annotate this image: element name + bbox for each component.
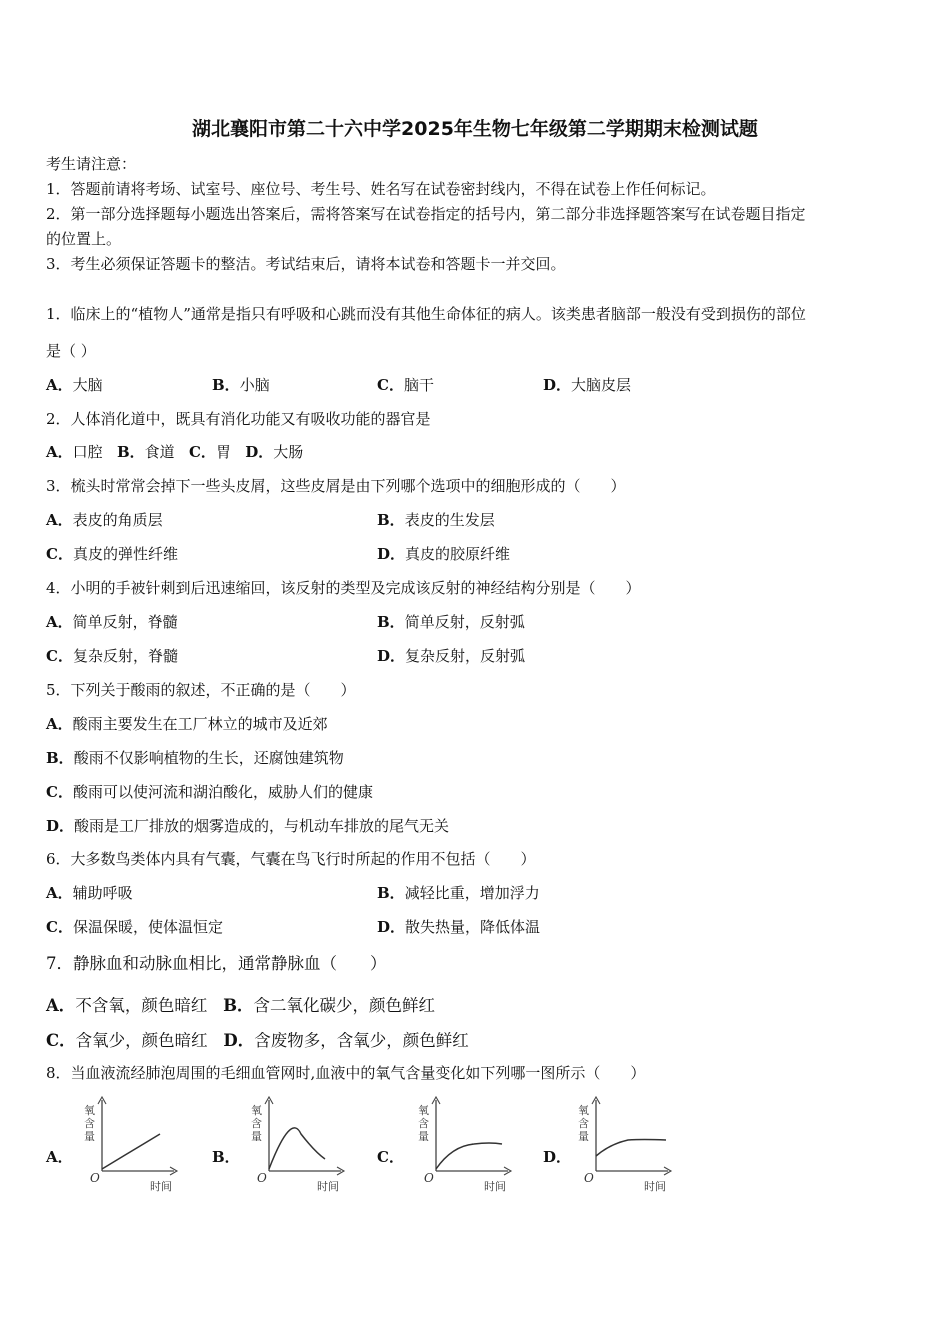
- q2-option-a[interactable]: A．口腔: [46, 443, 103, 461]
- q5-option-d[interactable]: D．酸雨是工厂排放的烟雾造成的，与机动车排放的尾气无关: [46, 817, 450, 835]
- q4-option-d[interactable]: D．复杂反射，反射弧: [377, 647, 526, 665]
- svg-text:氧: 氧: [251, 1104, 262, 1117]
- svg-text:时间: 时间: [644, 1180, 666, 1193]
- notice-item: 2．第一部分选择题每小题选出答案后，需将答案写在试卷指定的括号内，第二部分非选择题答案写在试卷题目指定: [46, 205, 806, 223]
- q3-option-b[interactable]: B．表皮的生发层: [377, 511, 495, 529]
- q4-option-c[interactable]: C．复杂反射，脊髓: [46, 647, 178, 665]
- q2-option-c[interactable]: C．胃: [188, 443, 231, 461]
- notice-header: 考生请注意：: [46, 155, 137, 173]
- svg-text:氧: 氧: [578, 1104, 589, 1117]
- svg-text:含: 含: [84, 1117, 95, 1130]
- q3-option-a[interactable]: A．表皮的角质层: [46, 511, 163, 529]
- q8-graph-a[interactable]: [78, 1094, 188, 1194]
- q4-option-a[interactable]: A．简单反射，脊髓: [46, 613, 178, 631]
- q1-option-d[interactable]: D．大脑皮层: [543, 376, 632, 394]
- q5-option-b[interactable]: B．酸雨不仅影响植物的生长，还腐蚀建筑物: [46, 749, 344, 767]
- q8-stem: 8．当血液流经肺泡周围的毛细血管网时,血液中的氧气含量变化如下列哪一图所示（ ）: [46, 1064, 646, 1082]
- svg-text:氧: 氧: [418, 1104, 429, 1117]
- svg-text:时间: 时间: [484, 1180, 506, 1193]
- q2-stem: 2．人体消化道中，既具有消化功能又有吸收功能的器官是: [46, 410, 431, 428]
- svg-text:时间: 时间: [317, 1180, 339, 1193]
- svg-text:O: O: [424, 1171, 434, 1185]
- q3-option-d[interactable]: D．真皮的胶原纤维: [377, 545, 511, 563]
- q6-option-d[interactable]: D．散失热量，降低体温: [377, 918, 541, 936]
- q8-option-b-label[interactable]: B．: [212, 1148, 240, 1166]
- notice-item: 1．答题前请将考场、试室号、座位号、考生号、姓名写在试卷密封线内，不得在试卷上作任何标记。: [46, 180, 716, 198]
- q7-option-b[interactable]: B．含二氧化碳少，颜色鲜红: [223, 996, 436, 1015]
- q7-option-a[interactable]: A．不含氧，颜色暗红: [46, 996, 208, 1015]
- q5-option-a[interactable]: A．酸雨主要发生在工厂林立的城市及近郊: [46, 715, 328, 733]
- graph-ylabel-char: 氧: [84, 1104, 95, 1117]
- q5-stem: 5．下列关于酸雨的叙述，不正确的是（ ）: [46, 681, 356, 699]
- q7-options-row2: [46, 1027, 469, 1051]
- q8-graph-c[interactable]: [412, 1094, 522, 1194]
- svg-text:量: 量: [84, 1130, 95, 1143]
- svg-text:O: O: [257, 1171, 267, 1185]
- q7-options-row1: [46, 992, 435, 1016]
- q1-stem-line1: 1．临床上的“植物人”通常是指只有呼吸和心跳而没有其他生命体征的病人。该类患者脑部一般没有受到损伤的部位: [46, 305, 806, 323]
- graph-origin: O: [90, 1171, 100, 1185]
- page-title: 湖北襄阳市第二十六中学2025年生物七年级第二学期期末检测试题: [192, 118, 758, 140]
- svg-text:量: 量: [251, 1130, 262, 1143]
- svg-text:O: O: [584, 1171, 594, 1185]
- q2-options: [46, 441, 303, 462]
- svg-text:含: 含: [578, 1117, 589, 1130]
- q6-option-b[interactable]: B．减轻比重，增加浮力: [377, 884, 540, 902]
- curve-c: [436, 1143, 502, 1169]
- q1-option-c[interactable]: C．脑干: [377, 376, 434, 394]
- q1-option-b[interactable]: B．小脑: [212, 376, 270, 394]
- q8-option-d-label[interactable]: D．: [543, 1148, 572, 1166]
- q8-graph-d[interactable]: [572, 1094, 682, 1194]
- q3-option-c[interactable]: C．真皮的弹性纤维: [46, 545, 178, 563]
- q8-option-c-label[interactable]: C．: [377, 1148, 404, 1166]
- q6-option-a[interactable]: A．辅助呼吸: [46, 884, 133, 902]
- q5-option-c[interactable]: C．酸雨可以使河流和湖泊酸化，威胁人们的健康: [46, 783, 373, 801]
- q8-option-a-label[interactable]: A．: [46, 1148, 73, 1166]
- q2-option-d[interactable]: D．大肠: [245, 443, 304, 461]
- svg-text:含: 含: [251, 1117, 262, 1130]
- q1-stem-line2: 是（ ）: [46, 342, 96, 360]
- q8-graph-b[interactable]: [245, 1094, 355, 1194]
- q4-option-b[interactable]: B．简单反射，反射弧: [377, 613, 525, 631]
- svg-text:量: 量: [418, 1130, 429, 1143]
- curve-d: [596, 1140, 666, 1157]
- q7-option-d[interactable]: D．含废物多，含氧少，颜色鲜红: [223, 1031, 469, 1050]
- q7-stem: 7．静脉血和动脉血相比，通常静脉血（ ）: [46, 954, 387, 973]
- q6-stem: 6．大多数鸟类体内具有气囊，气囊在鸟飞行时所起的作用不包括（ ）: [46, 850, 536, 868]
- notice-item: 的位置上。: [46, 230, 122, 248]
- notice-item: 3．考生必须保证答题卡的整洁。考试结束后，请将本试卷和答题卡一并交回。: [46, 255, 566, 273]
- q7-option-c[interactable]: C．含氧少，颜色暗红: [46, 1031, 208, 1050]
- curve-b: [269, 1128, 325, 1169]
- svg-text:量: 量: [578, 1130, 589, 1143]
- svg-text:含: 含: [418, 1117, 429, 1130]
- curve-a: [102, 1134, 160, 1169]
- q2-option-b[interactable]: B．食道: [116, 443, 175, 461]
- graph-xlabel: 时间: [150, 1180, 172, 1193]
- q6-option-c[interactable]: C．保温保暖，使体温恒定: [46, 918, 223, 936]
- q4-stem: 4．小明的手被针刺到后迅速缩回，该反射的类型及完成该反射的神经结构分别是（ ）: [46, 579, 641, 597]
- q1-option-a[interactable]: A．大脑: [46, 376, 103, 394]
- q3-stem: 3．梳头时常常会掉下一些头皮屑，这些皮屑是由下列哪个选项中的细胞形成的（ ）: [46, 477, 626, 495]
